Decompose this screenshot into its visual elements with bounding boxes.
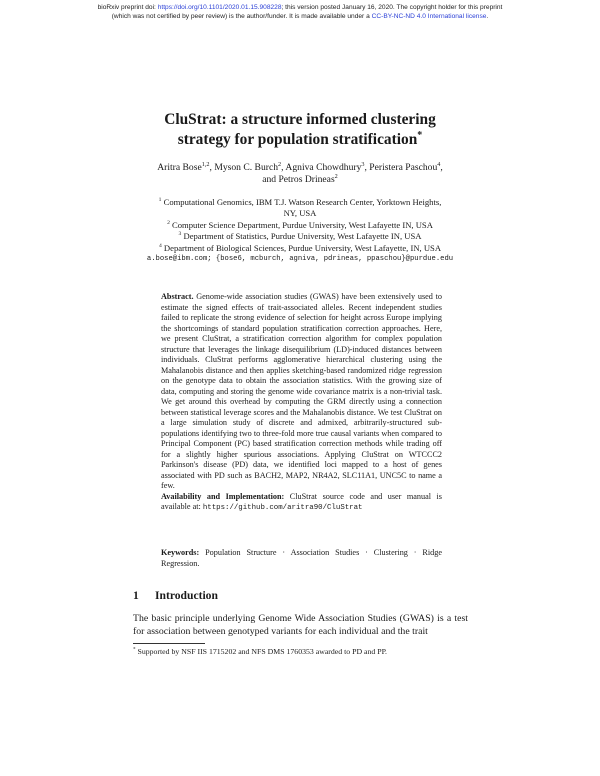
author: Aritra Bose$^{1,2}$ xyxy=(157,160,210,173)
preprint-banner xyxy=(0,3,600,21)
section-heading-introduction: 1 Introduction xyxy=(133,589,218,602)
availability-label: Availability and Implementation: xyxy=(161,491,285,501)
affiliation: $^2$ Computer Science Department, Purdue University, West Lafayette IN, USA xyxy=(167,219,433,230)
github-url[interactable]: https://github.com/aritra90/CluStrat xyxy=(202,504,363,512)
banner-line-1: bioRxiv preprint doi: https://doi.org/10.1101/2020.01.15.908228; this version posted January 16, 2020. The copyright holder for this preprint xyxy=(97,4,503,11)
abstract-text: Genome-wide association studies (GWAS) have been extensively used to estimate the signed effects of trait-associated alleles. Recent independent studies failed to replicate the strong evidence of selection for height across Europe implying the shortcomings of standard population stratification correction approaches. Here, we present CluStrat, a stratification correction algorithm for complex population structure that leverages the linkage disequilibrium (LD)-induced distances between individuals. CluStrat performs agglomerative hierarchical clustering using the Mahalanobis distance and then applies sketching-based randomized ridge regression on the genotype data to obtain the association statistics. With the growing size of data, computing and storing the genome wide covariance matrix is a non-trivial task. We get around this overhead by computing the GRM directly using a connection between statistical leverage scores and the Mahalanobis distance. We test CluStrat on a large simulation study of discrete and admixed, arbitrarily-structured sub-populations identifying two to three-fold more true causal variants when compared to Principal Component (PC) based stratification correction methods while trading off for a slightly higher spurious associations. Applying CluStrat on WTCCC2 Parkinson's disease (PD) data, we identified loci mapped to a host of genes associated with PD such as BACH2, MAP2, NR4A2, SLC11A1, UNC5C to name a few. xyxy=(161,292,442,490)
introduction-paragraph: The basic principle underlying Genome Wide Association Studies (GWAS) is a test for association between genotyped variants for each individual and the trait xyxy=(133,613,468,637)
abstract: Abstract. Genome-wide association studies (GWAS) have been extensively used to estimate the signed effects of trait-associated alleles. Recent independent studies failed to replicate the strong evidence of selection for height across Europe implying the shortcomings of standard population stratification correction approaches. Here, we present CluStrat, a stratification correction algorithm for complex population structure that leverages the linkage disequilibrium (LD)-induced distances between individuals. CluStrat performs agglomerative hierarchical clustering using the Mahalanobis distance and then applies sketching-based randomized ridge regression on the genotype data to obtain the association statistics. With the growing size of data, computing and storing the genome wide covariance matrix is a non-trivial task. We get around this overhead by computing the GRM directly using a connection between statistical leverage scores and the Mahalanobis distance. We test CluStrat on a large simulation study of discrete and admixed, arbitrarily-structured sub-populations identifying two to three-fold more true causal variants when compared to Principal Component (PC) based stratification correction methods while trading off for a slightly higher spurious associations. Applying CluStrat on WTCCC2 Parkinson's disease (PD) data, we identified loci mapped to a host of genes associated with PD such as BACH2, MAP2, NR4A2, SLC11A1, UNC5C to name a few. Availability and Implementation: CluStrat source code and user manual is available at: https://github.com/aritra90/CluStrat xyxy=(161,292,442,512)
abstract-label: Abstract. xyxy=(161,292,194,301)
author-emails: a.bose@ibm.com; {bose6, mcburch, agniva, pdrineas, ppaschou}@purdue.edu xyxy=(146,255,454,263)
author: Petros Drineas$^2$ xyxy=(278,172,338,185)
author-list: Aritra Bose$^{1,2}$, Myson C. Burch$^2$, Agniva Chowdhury$^3$, Peristera Paschou$^4$, and Petros Drineas$^2$ xyxy=(157,160,443,185)
affiliation: $^4$ Department of Biological Sciences, Purdue University, West Lafayette, IN, USA xyxy=(158,242,442,253)
license-link[interactable]: CC-BY-NC-ND 4.0 International license xyxy=(371,13,487,20)
title-footnote-mark: * xyxy=(417,129,423,141)
paper-title: CluStrat: a structure informed clustering strategy for population stratification* xyxy=(164,111,436,148)
keywords: Keywords: Population Structure · Association Studies · Clustering · Ridge Regression. xyxy=(161,548,442,568)
footnote: * Supported by NSF IIS 1715202 and NFS DMS 1760353 awarded to PD and PP. xyxy=(133,646,387,656)
keywords-label: Keywords: xyxy=(161,548,200,557)
author: Myson C. Burch$^2$ xyxy=(214,160,282,173)
affiliation: $^1$ Computational Genomics, IBM T.J. Watson Research Center, Yorktown Heights, NY, USA xyxy=(158,197,442,219)
affiliations xyxy=(110,197,490,254)
author: Peristera Paschou$^4$ xyxy=(369,160,441,173)
doi-link[interactable]: https://doi.org/10.1101/2020.01.15.908228 xyxy=(157,4,282,11)
author: Agniva Chowdhury$^3$ xyxy=(285,160,365,173)
affiliation: $^3$ Department of Statistics, Purdue University, West Lafayette IN, USA xyxy=(178,231,422,242)
banner-line-2: (which was not certified by peer review) is the author/funder. It is made available under a CC-BY-NC-ND 4.0 International license. xyxy=(111,13,489,20)
footnote-rule xyxy=(133,643,205,644)
